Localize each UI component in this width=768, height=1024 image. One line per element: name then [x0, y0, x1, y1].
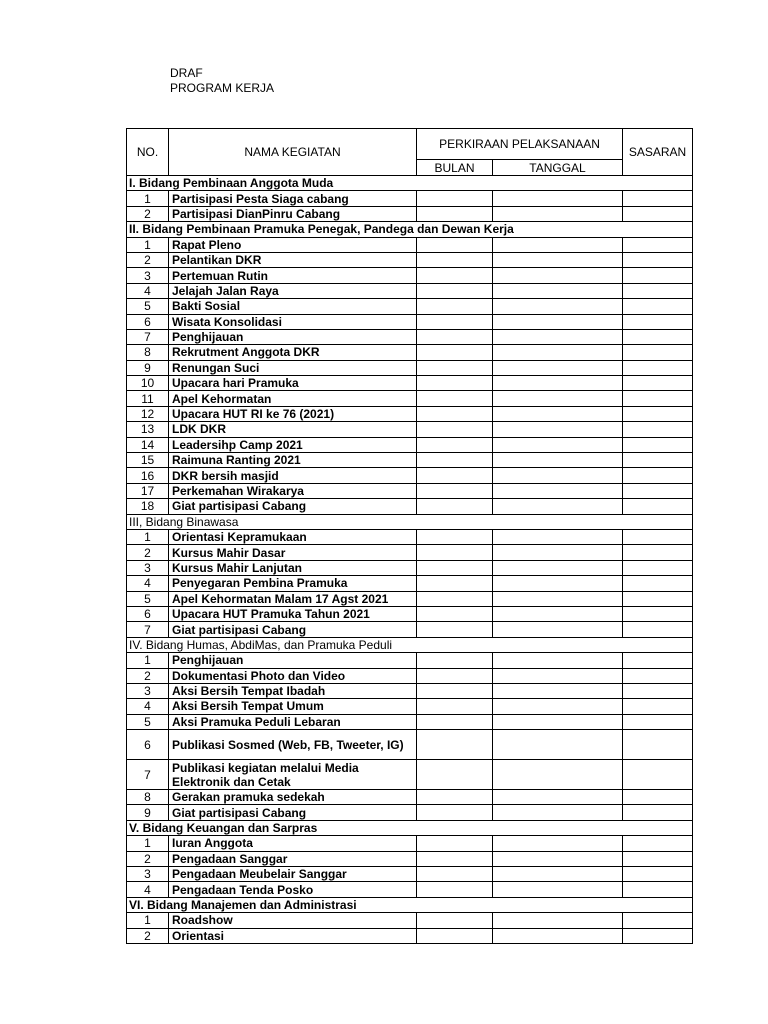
tanggal-cell — [493, 928, 623, 943]
tanggal-cell — [493, 268, 623, 283]
activity-name: Aksi Pramuka Peduli Lebaran — [169, 714, 417, 729]
table-row — [127, 714, 693, 729]
row-number: 11 — [127, 391, 169, 406]
section-title: II. Bidang Pembinaan Pramuka Penegak, Pandega dan Dewan Kerja — [127, 222, 693, 237]
section-title: VI. Bidang Manajemen dan Administrasi — [127, 897, 693, 912]
table-row — [127, 790, 693, 805]
bulan-cell — [417, 252, 493, 267]
bulan-cell — [417, 653, 493, 668]
sasaran-cell — [623, 360, 693, 375]
table-row — [127, 483, 693, 498]
activity-name: Jelajah Jalan Raya — [169, 283, 417, 298]
sasaran-cell — [623, 453, 693, 468]
table-row — [127, 560, 693, 575]
tanggal-cell — [493, 329, 623, 344]
program-table — [126, 128, 693, 944]
row-number: 1 — [127, 653, 169, 668]
sasaran-cell — [623, 622, 693, 637]
activity-name: Pelantikan DKR — [169, 252, 417, 267]
sasaran-cell — [623, 483, 693, 498]
row-number: 2 — [127, 545, 169, 560]
row-number: 8 — [127, 790, 169, 805]
table-row — [127, 345, 693, 360]
table-row — [127, 576, 693, 591]
row-number: 17 — [127, 483, 169, 498]
sasaran-cell — [623, 576, 693, 591]
tanggal-cell — [493, 237, 623, 252]
sasaran-cell — [623, 606, 693, 621]
bulan-cell — [417, 836, 493, 851]
table-row — [127, 760, 693, 790]
section-row — [127, 514, 693, 529]
table-row — [127, 653, 693, 668]
tanggal-cell — [493, 760, 623, 790]
activity-name: Rekrutment Anggota DKR — [169, 345, 417, 360]
activity-name: Pengadaan Sanggar — [169, 851, 417, 866]
activity-name: Raimuna Ranting 2021 — [169, 453, 417, 468]
bulan-cell — [417, 851, 493, 866]
table-row — [127, 422, 693, 437]
activity-name: Roadshow — [169, 913, 417, 928]
bulan-cell — [417, 928, 493, 943]
row-number: 12 — [127, 406, 169, 421]
table-row — [127, 453, 693, 468]
bulan-cell — [417, 622, 493, 637]
section-title: I. Bidang Pembinaan Anggota Muda — [127, 176, 693, 191]
activity-name: Perkemahan Wirakarya — [169, 483, 417, 498]
row-number: 4 — [127, 882, 169, 897]
bulan-cell — [417, 560, 493, 575]
table-row — [127, 851, 693, 866]
table-row — [127, 591, 693, 606]
tanggal-cell — [493, 314, 623, 329]
tanggal-cell — [493, 360, 623, 375]
tanggal-cell — [493, 545, 623, 560]
activity-name: Aksi Bersih Tempat Ibadah — [169, 683, 417, 698]
bulan-cell — [417, 882, 493, 897]
tanggal-cell — [493, 699, 623, 714]
bulan-cell — [417, 299, 493, 314]
row-number: 9 — [127, 805, 169, 820]
row-number: 2 — [127, 668, 169, 683]
bulan-cell — [417, 391, 493, 406]
sasaran-cell — [623, 252, 693, 267]
table-header-row — [127, 129, 693, 160]
sasaran-cell — [623, 913, 693, 928]
sasaran-cell — [623, 683, 693, 698]
sasaran-cell — [623, 882, 693, 897]
sasaran-cell — [623, 529, 693, 544]
activity-name: Aksi Bersih Tempat Umum — [169, 699, 417, 714]
tanggal-cell — [493, 391, 623, 406]
row-number: 5 — [127, 591, 169, 606]
tanggal-cell — [493, 606, 623, 621]
sasaran-cell — [623, 237, 693, 252]
tanggal-cell — [493, 437, 623, 452]
activity-name: Wisata Konsolidasi — [169, 314, 417, 329]
bulan-cell — [417, 805, 493, 820]
tanggal-cell — [493, 576, 623, 591]
table-row — [127, 545, 693, 560]
row-number: 2 — [127, 206, 169, 221]
activity-name: Pengadaan Meubelair Sanggar — [169, 867, 417, 882]
header-perkiraan-pelaksanaan: PERKIRAAN PELAKSANAAN — [417, 129, 623, 160]
table-row — [127, 499, 693, 514]
row-number: 1 — [127, 529, 169, 544]
bulan-cell — [417, 191, 493, 206]
row-number: 7 — [127, 329, 169, 344]
activity-name: Penyegaran Pembina Pramuka — [169, 576, 417, 591]
table-row — [127, 882, 693, 897]
tanggal-cell — [493, 668, 623, 683]
tanggal-cell — [493, 730, 623, 760]
program-table-body — [127, 129, 693, 944]
sasaran-cell — [623, 268, 693, 283]
row-number: 10 — [127, 376, 169, 391]
tanggal-cell — [493, 529, 623, 544]
bulan-cell — [417, 699, 493, 714]
row-number: 1 — [127, 836, 169, 851]
section-title: IV. Bidang Humas, AbdiMas, dan Pramuka Peduli — [127, 637, 693, 652]
table-row — [127, 376, 693, 391]
row-number: 1 — [127, 191, 169, 206]
bulan-cell — [417, 422, 493, 437]
activity-name: Giat partisipasi Cabang — [169, 499, 417, 514]
activity-name: Dokumentasi Photo dan Video — [169, 668, 417, 683]
activity-name: Renungan Suci — [169, 360, 417, 375]
activity-name: Penghijauan — [169, 329, 417, 344]
bulan-cell — [417, 714, 493, 729]
row-number: 16 — [127, 468, 169, 483]
sasaran-cell — [623, 653, 693, 668]
tanggal-cell — [493, 422, 623, 437]
row-number: 7 — [127, 622, 169, 637]
row-number: 13 — [127, 422, 169, 437]
activity-name: Penghijauan — [169, 653, 417, 668]
row-number: 3 — [127, 867, 169, 882]
activity-name: Gerakan pramuka sedekah — [169, 790, 417, 805]
row-number: 6 — [127, 314, 169, 329]
sasaran-cell — [623, 329, 693, 344]
table-row — [127, 913, 693, 928]
bulan-cell — [417, 376, 493, 391]
row-number: 14 — [127, 437, 169, 452]
activity-name: Partisipasi Pesta Siaga cabang — [169, 191, 417, 206]
tanggal-cell — [493, 913, 623, 928]
table-row — [127, 360, 693, 375]
table-row — [127, 299, 693, 314]
tanggal-cell — [493, 851, 623, 866]
bulan-cell — [417, 760, 493, 790]
bulan-cell — [417, 668, 493, 683]
table-row — [127, 836, 693, 851]
bulan-cell — [417, 237, 493, 252]
tanggal-cell — [493, 453, 623, 468]
row-number: 2 — [127, 252, 169, 267]
table-row — [127, 683, 693, 698]
activity-name: Publikasi kegiatan melalui Media Elektronik dan Cetak — [169, 760, 417, 790]
table-row — [127, 928, 693, 943]
section-row — [127, 176, 693, 191]
bulan-cell — [417, 483, 493, 498]
tanggal-cell — [493, 560, 623, 575]
bulan-cell — [417, 206, 493, 221]
section-row — [127, 820, 693, 835]
table-row — [127, 668, 693, 683]
activity-name: Giat partisipasi Cabang — [169, 622, 417, 637]
bulan-cell — [417, 730, 493, 760]
section-row — [127, 222, 693, 237]
row-number: 4 — [127, 576, 169, 591]
bulan-cell — [417, 345, 493, 360]
tanggal-cell — [493, 376, 623, 391]
sasaran-cell — [623, 760, 693, 790]
tanggal-cell — [493, 483, 623, 498]
bulan-cell — [417, 591, 493, 606]
sasaran-cell — [623, 790, 693, 805]
table-row — [127, 437, 693, 452]
table-row — [127, 529, 693, 544]
bulan-cell — [417, 790, 493, 805]
header-no: NO. — [127, 129, 169, 176]
header-sasaran: SASARAN — [623, 129, 693, 176]
section-title: III, Bidang Binawasa — [127, 514, 693, 529]
tanggal-cell — [493, 406, 623, 421]
bulan-cell — [417, 453, 493, 468]
tanggal-cell — [493, 653, 623, 668]
table-row — [127, 606, 693, 621]
sasaran-cell — [623, 928, 693, 943]
table-row — [127, 314, 693, 329]
tanggal-cell — [493, 499, 623, 514]
row-number: 4 — [127, 699, 169, 714]
draft-label: DRAF — [170, 66, 203, 80]
section-row — [127, 897, 693, 912]
table-row — [127, 867, 693, 882]
tanggal-cell — [493, 345, 623, 360]
header-nama-kegiatan: NAMA KEGIATAN — [169, 129, 417, 176]
sasaran-cell — [623, 299, 693, 314]
activity-name: Bakti Sosial — [169, 299, 417, 314]
sasaran-cell — [623, 376, 693, 391]
sasaran-cell — [623, 730, 693, 760]
tanggal-cell — [493, 714, 623, 729]
row-number: 5 — [127, 299, 169, 314]
activity-name: Kursus Mahir Dasar — [169, 545, 417, 560]
row-number: 3 — [127, 683, 169, 698]
activity-name: Pengadaan Tenda Posko — [169, 882, 417, 897]
row-number: 6 — [127, 606, 169, 621]
activity-name: Giat partisipasi Cabang — [169, 805, 417, 820]
row-number: 2 — [127, 928, 169, 943]
header-bulan: BULAN — [417, 160, 493, 176]
table-row — [127, 406, 693, 421]
bulan-cell — [417, 283, 493, 298]
sasaran-cell — [623, 314, 693, 329]
sasaran-cell — [623, 191, 693, 206]
tanggal-cell — [493, 206, 623, 221]
activity-name: Upacara HUT Pramuka Tahun 2021 — [169, 606, 417, 621]
activity-name: Orientasi Kepramukaan — [169, 529, 417, 544]
bulan-cell — [417, 576, 493, 591]
tanggal-cell — [493, 836, 623, 851]
row-number: 6 — [127, 730, 169, 760]
section-row — [127, 637, 693, 652]
activity-name: Orientasi — [169, 928, 417, 943]
activity-name: Apel Kehormatan Malam 17 Agst 2021 — [169, 591, 417, 606]
activity-name: Kursus Mahir Lanjutan — [169, 560, 417, 575]
sasaran-cell — [623, 437, 693, 452]
row-number: 4 — [127, 283, 169, 298]
tanggal-cell — [493, 790, 623, 805]
bulan-cell — [417, 683, 493, 698]
activity-name: LDK DKR — [169, 422, 417, 437]
bulan-cell — [417, 606, 493, 621]
sasaran-cell — [623, 283, 693, 298]
section-title: V. Bidang Keuangan dan Sarpras — [127, 820, 693, 835]
sasaran-cell — [623, 499, 693, 514]
tanggal-cell — [493, 283, 623, 298]
row-number: 8 — [127, 345, 169, 360]
activity-name: Upacara HUT RI ke 76 (2021) — [169, 406, 417, 421]
row-number: 18 — [127, 499, 169, 514]
bulan-cell — [417, 437, 493, 452]
row-number: 3 — [127, 268, 169, 283]
sasaran-cell — [623, 406, 693, 421]
table-row — [127, 252, 693, 267]
row-number: 9 — [127, 360, 169, 375]
bulan-cell — [417, 406, 493, 421]
table-row — [127, 699, 693, 714]
bulan-cell — [417, 545, 493, 560]
table-row — [127, 805, 693, 820]
tanggal-cell — [493, 867, 623, 882]
header-tanggal: TANGGAL — [493, 160, 623, 176]
bulan-cell — [417, 499, 493, 514]
tanggal-cell — [493, 805, 623, 820]
table-row — [127, 622, 693, 637]
bulan-cell — [417, 360, 493, 375]
table-row — [127, 730, 693, 760]
activity-name: Leadersihp Camp 2021 — [169, 437, 417, 452]
tanggal-cell — [493, 882, 623, 897]
sasaran-cell — [623, 836, 693, 851]
activity-name: Upacara hari Pramuka — [169, 376, 417, 391]
sasaran-cell — [623, 391, 693, 406]
sasaran-cell — [623, 867, 693, 882]
bulan-cell — [417, 329, 493, 344]
sasaran-cell — [623, 560, 693, 575]
sasaran-cell — [623, 805, 693, 820]
tanggal-cell — [493, 683, 623, 698]
bulan-cell — [417, 867, 493, 882]
sasaran-cell — [623, 591, 693, 606]
tanggal-cell — [493, 468, 623, 483]
table-row — [127, 283, 693, 298]
sasaran-cell — [623, 345, 693, 360]
activity-name: Rapat Pleno — [169, 237, 417, 252]
table-row — [127, 329, 693, 344]
table-row — [127, 268, 693, 283]
tanggal-cell — [493, 191, 623, 206]
row-number: 2 — [127, 851, 169, 866]
sasaran-cell — [623, 468, 693, 483]
tanggal-cell — [493, 622, 623, 637]
row-number: 1 — [127, 237, 169, 252]
activity-name: Partisipasi DianPinru Cabang — [169, 206, 417, 221]
row-number: 15 — [127, 453, 169, 468]
activity-name: Apel Kehormatan — [169, 391, 417, 406]
table-row — [127, 391, 693, 406]
row-number: 7 — [127, 760, 169, 790]
activity-name: Pertemuan Rutin — [169, 268, 417, 283]
activity-name: Publikasi Sosmed (Web, FB, Tweeter, IG) — [169, 730, 417, 760]
bulan-cell — [417, 529, 493, 544]
bulan-cell — [417, 268, 493, 283]
row-number: 3 — [127, 560, 169, 575]
tanggal-cell — [493, 591, 623, 606]
table-row — [127, 191, 693, 206]
row-number: 5 — [127, 714, 169, 729]
document-title: PROGRAM KERJA — [170, 81, 275, 95]
bulan-cell — [417, 468, 493, 483]
sasaran-cell — [623, 545, 693, 560]
activity-name: Iuran Anggota — [169, 836, 417, 851]
table-row — [127, 237, 693, 252]
row-number: 1 — [127, 913, 169, 928]
sasaran-cell — [623, 206, 693, 221]
sasaran-cell — [623, 699, 693, 714]
activity-name: DKR bersih masjid — [169, 468, 417, 483]
bulan-cell — [417, 913, 493, 928]
table-row — [127, 468, 693, 483]
table-row — [127, 206, 693, 221]
sasaran-cell — [623, 668, 693, 683]
sasaran-cell — [623, 851, 693, 866]
bulan-cell — [417, 314, 493, 329]
sasaran-cell — [623, 714, 693, 729]
tanggal-cell — [493, 252, 623, 267]
tanggal-cell — [493, 299, 623, 314]
sasaran-cell — [623, 422, 693, 437]
